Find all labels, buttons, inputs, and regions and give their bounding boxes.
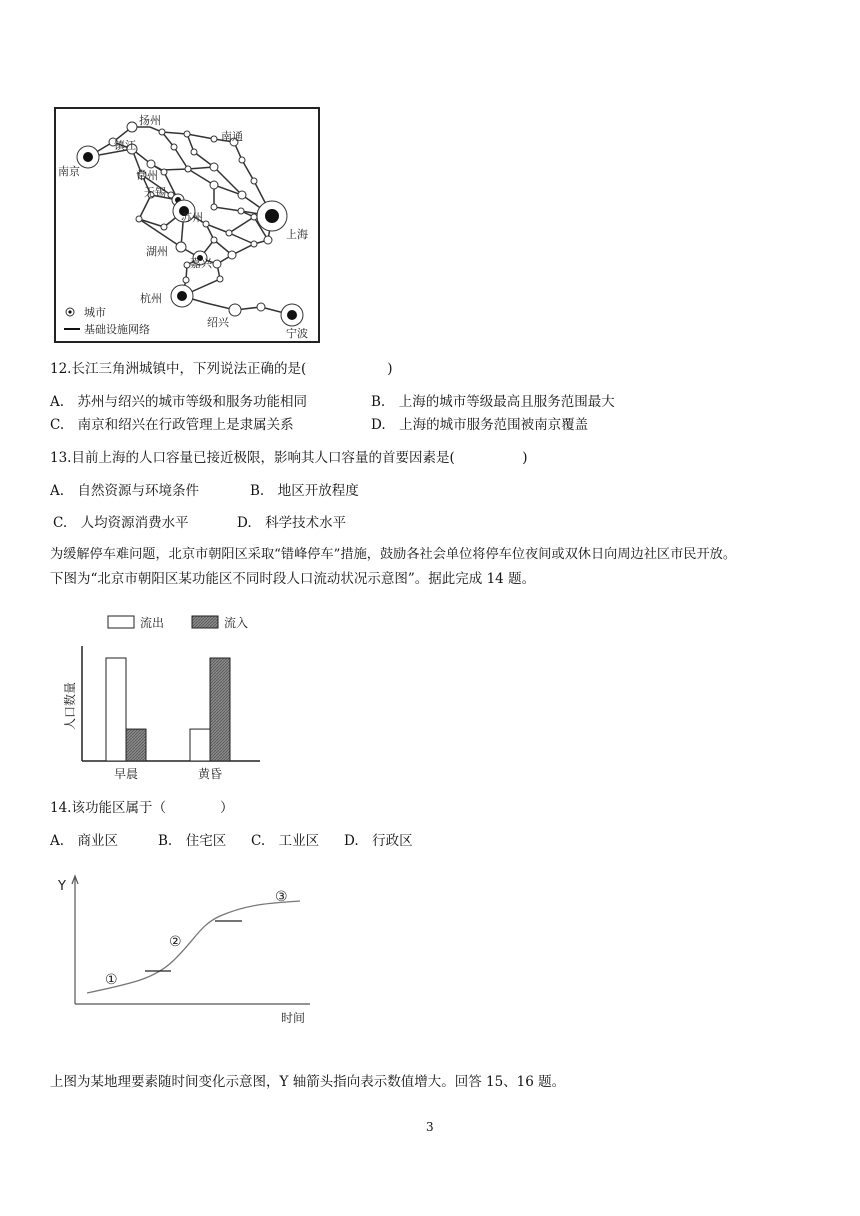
q14-option-c: C. 工业区 <box>251 833 320 849</box>
legend-network-label: 基础设施网络 <box>84 323 150 336</box>
stage-3-label: ③ <box>275 889 288 905</box>
q12-option-a: A. 苏州与绍兴的城市等级和服务功能相同 <box>50 394 308 410</box>
legend-outflow-label: 流出 <box>140 616 165 630</box>
stage-2-label: ② <box>169 934 182 950</box>
map-label-zhenjiang: 镇江 <box>114 139 136 152</box>
map-label-jiaxing: 嘉兴 <box>190 257 212 270</box>
bar-outflow-evening <box>190 729 210 761</box>
map-label-nanjing: 南京 <box>58 165 80 178</box>
map-label-nantong: 南通 <box>221 130 243 143</box>
q12-option-c: C. 南京和绍兴在行政管理上是隶属关系 <box>50 417 294 433</box>
map-label-huzhou: 湖州 <box>146 245 168 258</box>
legend-outflow-swatch <box>108 616 134 628</box>
q13-option-d: D. 科学技术水平 <box>237 515 347 531</box>
category-label-morning: 早晨 <box>113 767 139 781</box>
bar-inflow-morning <box>126 729 146 761</box>
map-label-suzhou: 苏州 <box>181 211 203 224</box>
map-label-wuxi: 无锡 <box>144 186 166 199</box>
q14-intro-line1: 为缓解停车难问题，北京市朝阳区采取“错峰停车”措施，鼓励各社会单位将停车位夜间或双休日向周边社区市民开放。 <box>50 547 737 562</box>
q13-option-c: C. 人均资源消费水平 <box>53 515 189 531</box>
legend-inflow-swatch <box>192 616 218 628</box>
q14-option-a: A. 商业区 <box>50 833 119 849</box>
q14-stem: 14.该功能区属于（ ） <box>50 800 234 816</box>
legend-inflow-label: 流入 <box>224 616 249 630</box>
curve-x-label: 时间 <box>281 1011 306 1025</box>
map-label-changzhou: 常州 <box>136 169 158 182</box>
map-label-yangzhou: 扬州 <box>139 114 161 127</box>
q12-stem: 12.长江三角洲城镇中，下列说法正确的是( ) <box>50 361 393 377</box>
map-label-shaoxing: 绍兴 <box>207 316 229 329</box>
q13-option-a: A. 自然资源与环境条件 <box>50 483 200 499</box>
q13-stem: 13.目前上海的人口容量已接近极限，影响其人口容量的首要因素是( ) <box>50 450 528 466</box>
q13-option-b: B. 地区开放程度 <box>250 483 359 499</box>
bar-outflow-morning <box>106 658 126 761</box>
map-label-shanghai: 上海 <box>286 228 308 241</box>
curve-y-label: Y <box>58 879 66 894</box>
curve-line <box>87 901 300 993</box>
population-flow-bar-chart <box>60 606 270 786</box>
q12-option-d: D. 上海的城市服务范围被南京覆盖 <box>371 417 589 433</box>
q14-option-d: D. 行政区 <box>344 833 413 849</box>
q12-option-b: B. 上海的城市等级最高且服务范围最大 <box>371 394 615 410</box>
map-label-ningbo: 宁波 <box>286 327 308 340</box>
map-label-hangzhou: 杭州 <box>140 292 162 305</box>
y-axis-label: 人口数量 <box>63 681 77 731</box>
yangtze-delta-city-map <box>54 107 320 343</box>
q14-option-b: B. 住宅区 <box>158 833 227 849</box>
time-change-curve <box>55 870 335 1030</box>
category-label-evening: 黄昏 <box>197 767 223 781</box>
legend-city-label: 城市 <box>84 306 106 319</box>
page-number: 3 <box>426 1120 434 1134</box>
stage-1-label: ① <box>105 972 118 988</box>
bar-inflow-evening <box>210 658 230 761</box>
q14-intro-line2: 下图为“北京市朝阳区某功能区不同时段人口流动状况示意图”。据此完成 14 题。 <box>50 571 536 587</box>
q15-intro: 上图为某地理要素随时间变化示意图，Y 轴箭头指向表示数值增大。回答 15、16 题。 <box>50 1074 566 1090</box>
